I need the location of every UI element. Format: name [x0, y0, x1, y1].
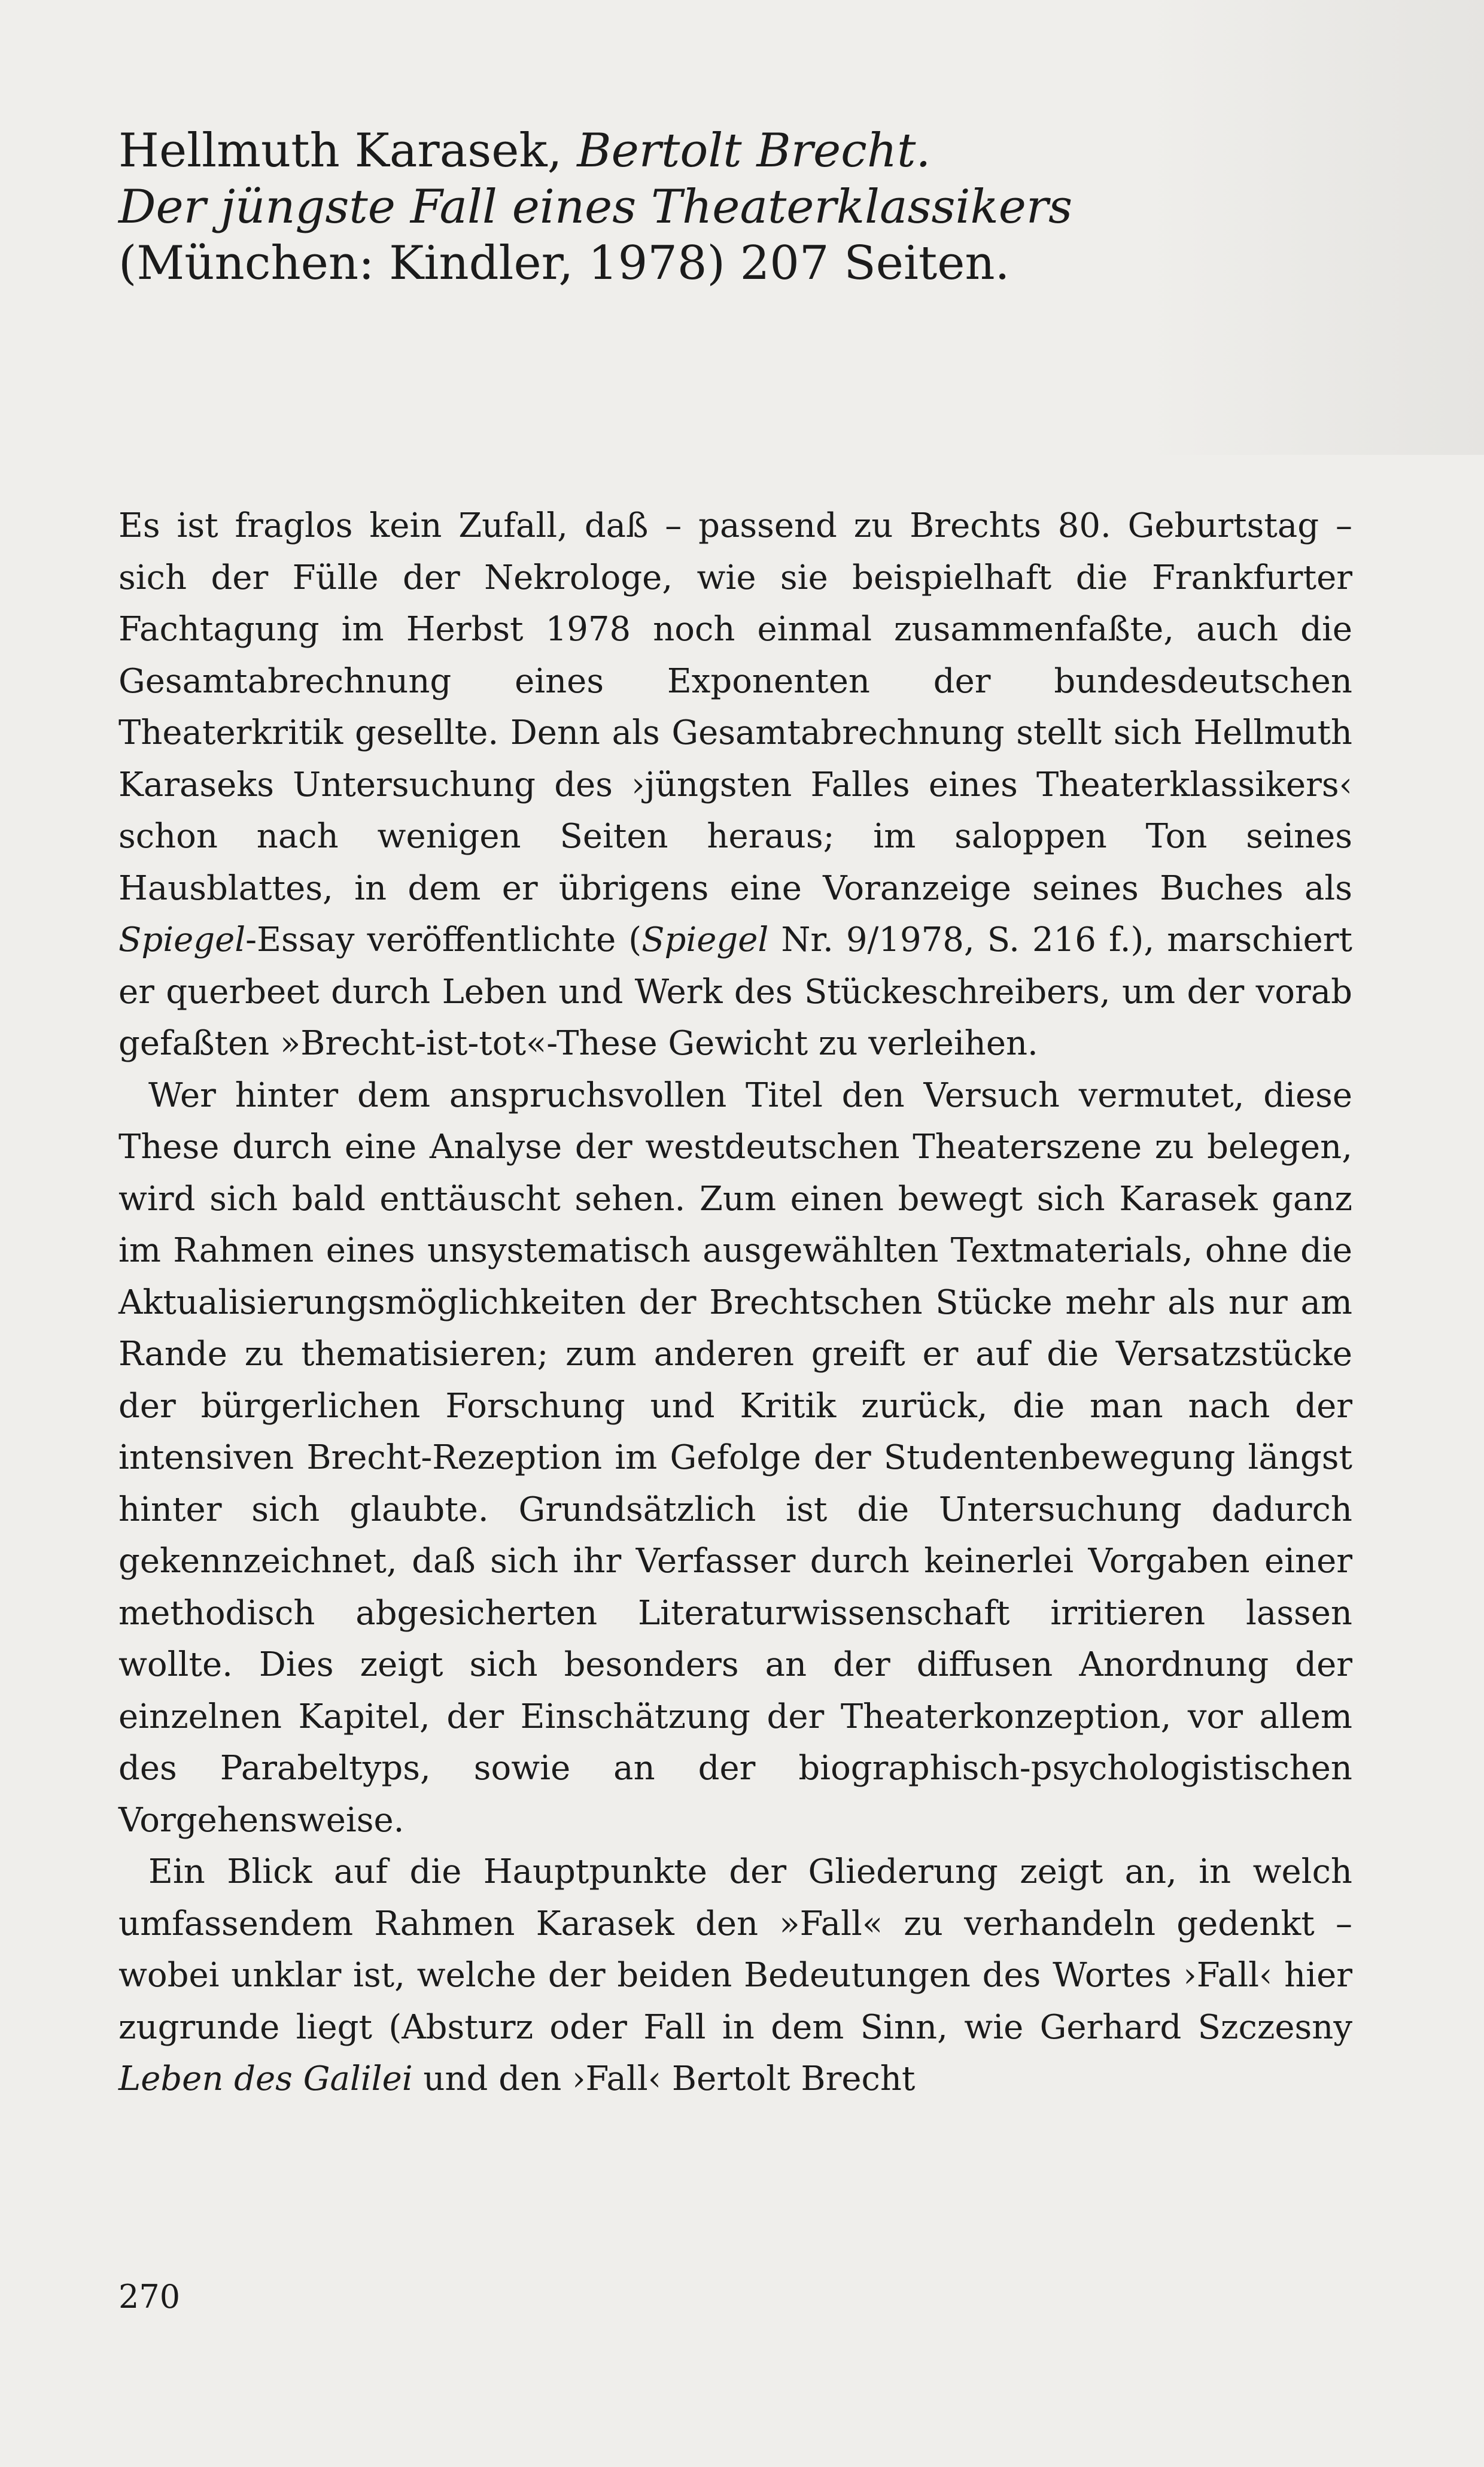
review-body	[118, 500, 1352, 2106]
book-title-part-1: Bertolt Brecht.	[577, 124, 931, 178]
publication-info: (München: Kindler, 1978) 207 Seiten.	[118, 236, 1010, 290]
paragraph-1-text-c: Nr. 9/1978, S. 216 f.), marschiert er querbeet durch Leben und Werk des Stückeschreibers, um der vorab gefaßten »Brecht-ist-tot«-These Gewicht zu verleihen.	[118, 920, 1352, 1063]
page-number: 270	[118, 2278, 181, 2316]
review-heading	[118, 123, 1363, 291]
book-title-part-2: Der jüngste Fall eines Theaterklassikers	[118, 180, 1073, 234]
paragraph-2: Wer hinter dem anspruchsvollen Titel den Versuch vermutet, diese These durch eine Analyse der westdeutschen Theaterszene zu belegen, wird sich bald enttäuscht sehen. Zum einen bewegt sich Karasek ganz im Rahmen eines unsystematisch ausgewählten Textmaterials, ohne die Aktualisierungsmöglichkeiten der Brechtschen Stücke mehr als nur am Rande zu thematisieren; zum anderen greift er auf die Versatzstücke der bürgerlichen Forschung und Kritik zurück, die man nach der intensiven Brecht-Rezeption im Gefolge der Studentenbewegung längst hinter sich glaubte. Grundsätzlich ist die Untersuchung dadurch gekennzeichnet, daß sich ihr Verfasser durch keinerlei Vorgaben einer methodisch abgesicherten Literaturwissenschaft irritieren lassen wollte. Dies zeigt sich besonders an der diffusen Anordnung der einzelnen Kapitel, der Einschätzung der Theaterkonzeption, vor allem des Parabeltyps, sowie an der biographisch-psychologistischen Vorgehensweise.	[118, 1075, 1352, 1840]
paragraph-3-text-a: Ein Blick auf die Hauptpunkte der Gliederung zeigt an, in welch umfassendem Rahmen Karasek den »Fall« zu verhandeln gedenkt – wobei unklar ist, welche der beiden Bedeutungen des Wortes ›Fall‹ hier zugrunde liegt (Absturz oder Fall in dem Sinn, wie Gerhard Szczesny	[118, 1852, 1352, 2047]
heading-line-1	[118, 123, 1363, 179]
paragraph-1	[118, 500, 1352, 1070]
paragraph-1-text-b: -Essay veröffentlichte (	[245, 920, 642, 959]
spiegel-italic-2: Spiegel	[641, 920, 769, 959]
paragraph-3-text-b: und den ›Fall‹ Bertolt Brecht	[412, 2059, 916, 2098]
paragraph-1-text-a: Es ist fraglos kein Zufall, daß – passend zu Brechts 80. Geburtstag – sich der Fülle der Nekrologe, wie sie beispielhaft die Frankfurter Fachtagung im Herbst 1978 noch einmal zusammenfaßte, auch die Gesamtabrechnung eines Exponenten der bundesdeutschen Theaterkritik gesellte. Denn als Gesamtabrechnung stellt sich Hellmuth Karaseks Untersuchung des ›jüngsten Falles eines Theaterklassikers‹ schon nach wenigen Seiten heraus; im saloppen Ton seines Hausblattes, in dem er übrigens eine Voranzeige seines Buches als	[118, 506, 1352, 908]
galilei-title: Leben des Galilei	[118, 2059, 413, 2098]
spiegel-italic-1: Spiegel	[118, 920, 246, 959]
paragraph-3	[118, 1846, 1352, 2106]
review-author: Hellmuth Karasek,	[118, 124, 562, 178]
